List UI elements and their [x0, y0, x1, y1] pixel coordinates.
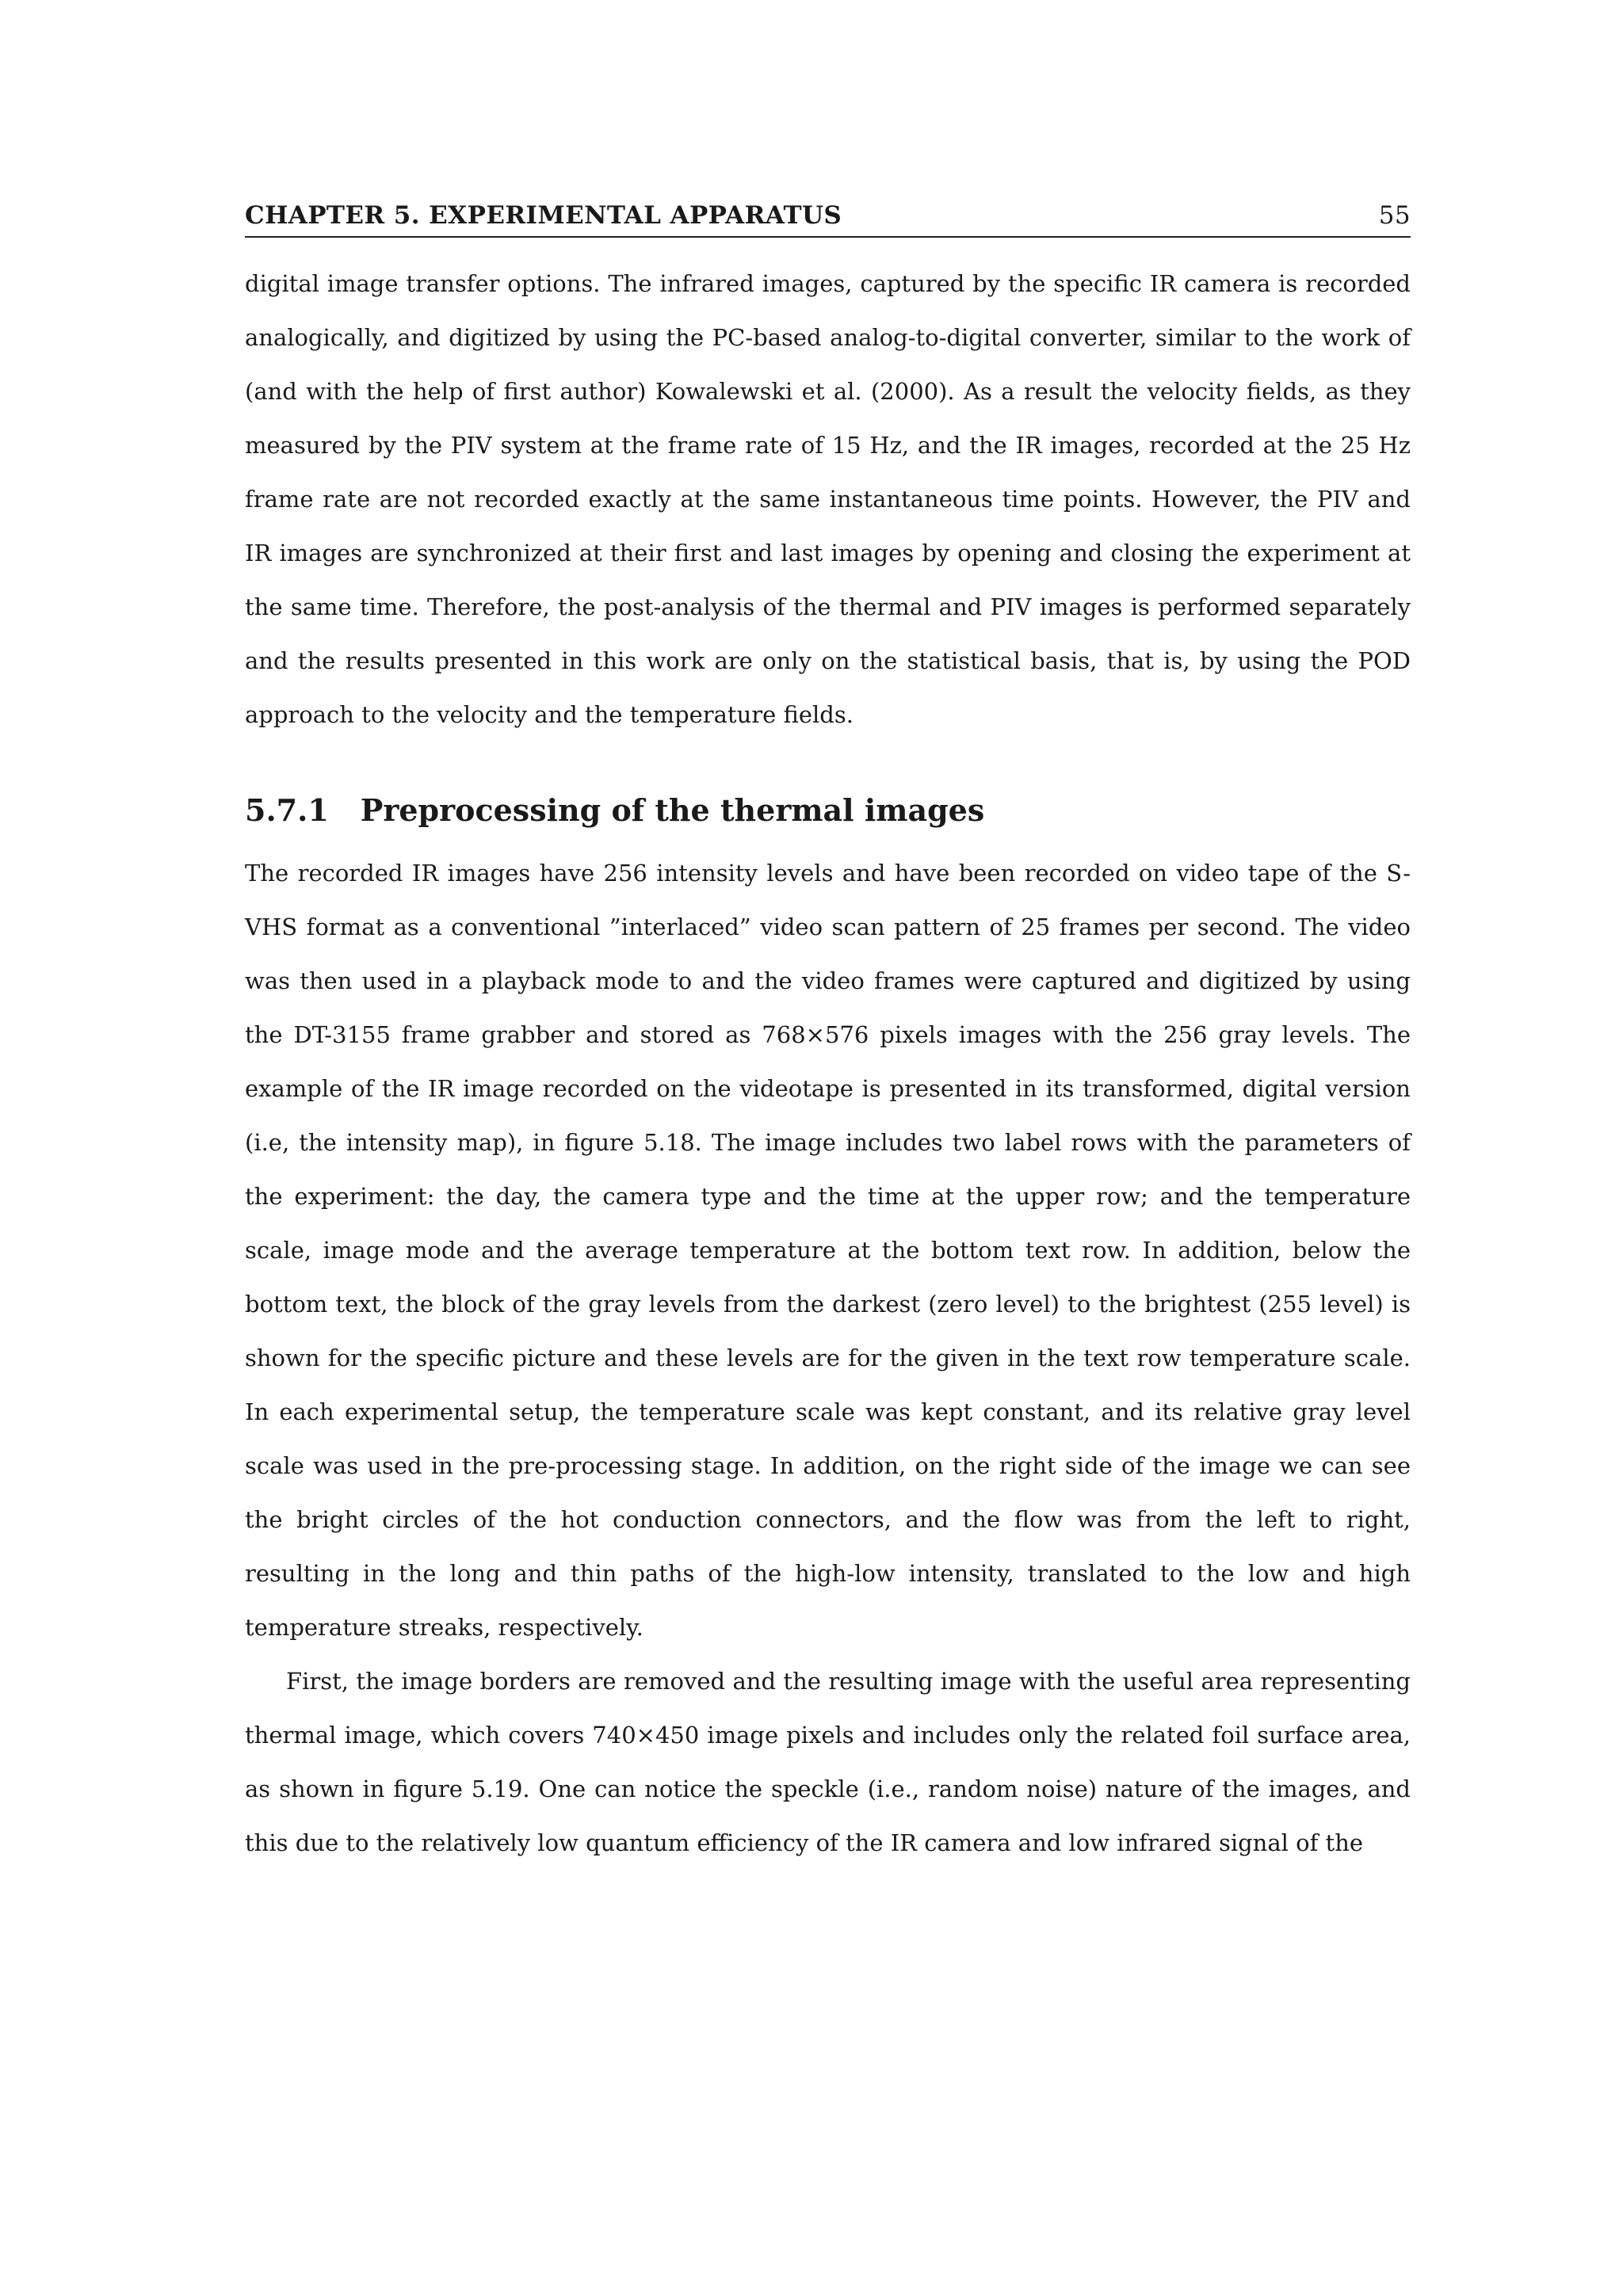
section-heading [245, 791, 1411, 830]
body-paragraph: First, the image borders are removed and the resulting image with the useful area representing thermal image, which covers 740×450 image pixels and includes only the related foil surface area, as shown in figure 5.19. One can notice the speckle (i.e., random noise) nature of the images, and this due to the relatively low quantum efficiency of the IR camera and low infrared signal of the [245, 1668, 1411, 1856]
page-body [245, 201, 1411, 1870]
section-number: 5.7.1 [245, 792, 329, 828]
page-number: 55 [1378, 201, 1411, 230]
section-title: Preprocessing of the thermal images [360, 792, 985, 828]
running-header [245, 201, 1411, 238]
body-paragraph: The recorded IR images have 256 intensity levels and have been recorded on video tape of the S-VHS format as a conventional ”interlaced” video scan pattern of 25 frames per second. The video was then used in a playback mode to and the video frames were captured and digitized by using the DT-3155 frame grabber and stored as 768×576 pixels images with the 256 gray levels. The example of the IR image recorded on the videotape is presented in its transformed, digital version (i.e, the intensity map), in figure 5.18. The image includes two label rows with the parameters of the experiment: the day, the camera type and the time at the upper row; and the temperature scale, image mode and the average temperature at the bottom text row. In addition, below the bottom text, the block of the gray levels from the darkest (zero level) to the brightest (255 level) is shown for the specific picture and these levels are for the given in the text row temperature scale. In each experimental setup, the temperature scale was kept constant, and its relative gray level scale was used in the pre-processing stage. In addition, on the right side of the image we can see the bright circles of the hot conduction connectors, and the flow was from the left to right, resulting in the long and thin paths of the high-low intensity, translated to the low and high temperature streaks, respectively. [245, 860, 1411, 1641]
chapter-title: CHAPTER 5. EXPERIMENTAL APPARATUS [245, 201, 842, 230]
body-paragraph: digital image transfer options. The infrared images, captured by the specific IR camera is recorded analogically, and digitized by using the PC-based analog-to-digital converter, similar to the work of (and with the help of first author) Kowalewski et al. (2000). As a result the velocity fields, as they measured by the PIV system at the frame rate of 15 Hz, and the IR images, recorded at the 25 Hz frame rate are not recorded exactly at the same instantaneous time points. However, the PIV and IR images are synchronized at their first and last images by opening and closing the experiment at the same time. Therefore, the post-analysis of the thermal and PIV images is performed separately and the results presented in this work are only on the statistical basis, that is, by using the POD approach to the velocity and the temperature fields. [245, 270, 1411, 728]
